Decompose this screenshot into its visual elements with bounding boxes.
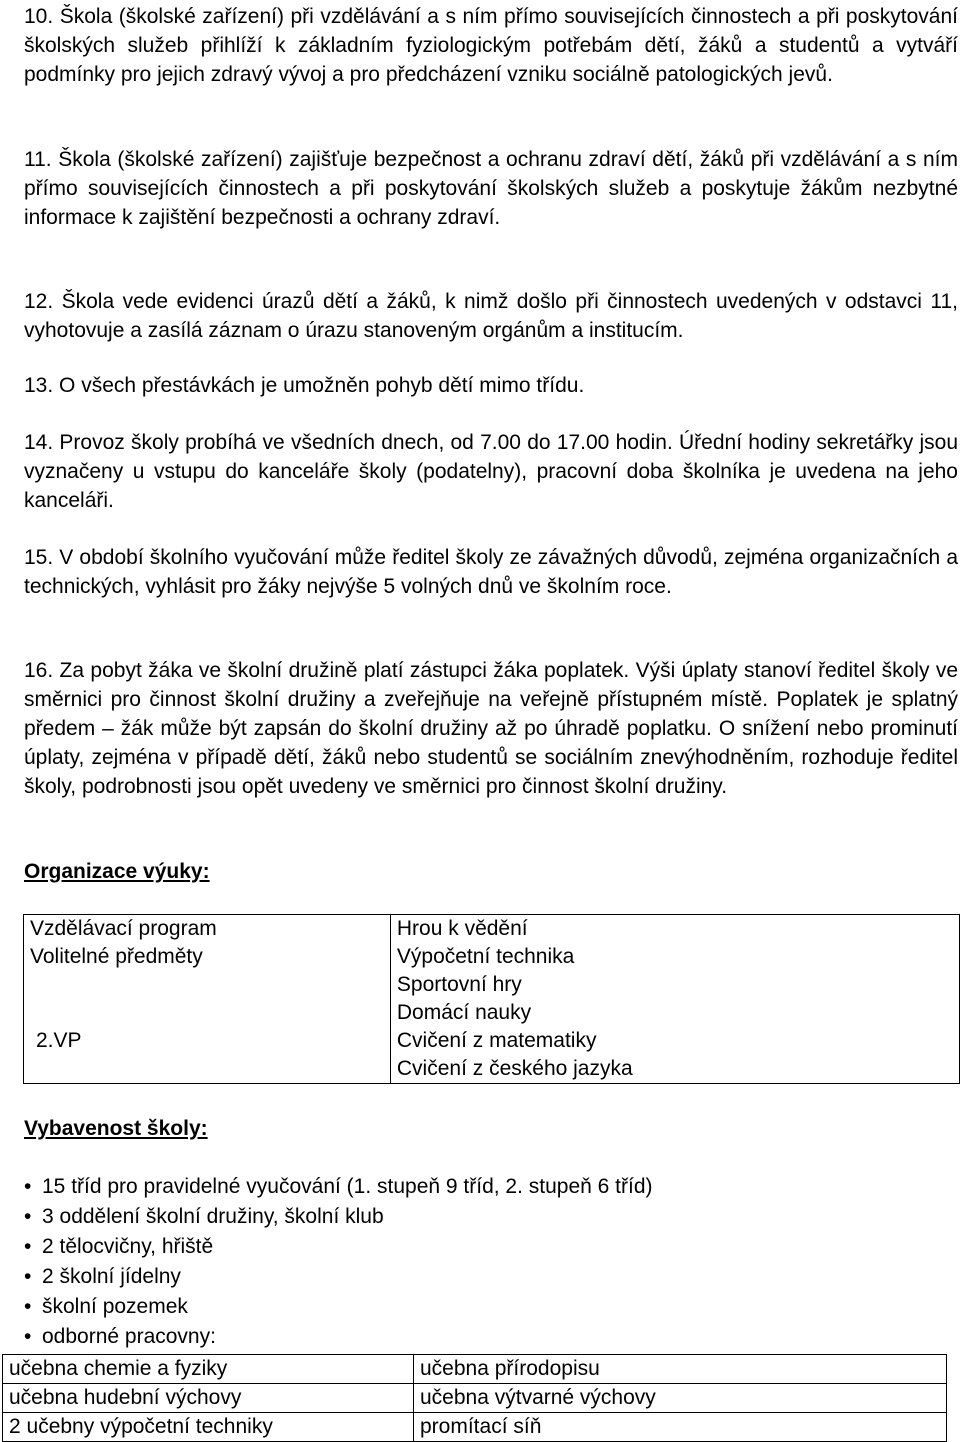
table-cell: učebna chemie a fyziky (3, 1355, 414, 1384)
table-row (24, 999, 960, 1027)
table-row (24, 915, 960, 944)
list-item: • školní pozemek (24, 1292, 653, 1322)
list-item: • 2 školní jídelny (24, 1262, 653, 1292)
table-cell: 2 učebny výpočetní techniky (3, 1413, 414, 1442)
paragraph-10: 10. Škola (školské zařízení) při vzdělávání a s ním přímo souvisejících činnostech a při poskytování školských služeb přihlíží k základním fyziologickým potřebám dětí, žáků a studentů a vytváří podmínky pro jejich zdravý vývoj a pro předcházení vzniku sociálně patologických jevů. (24, 5, 958, 86)
paragraph-11: 11. Škola (školské zařízení) zajišťuje bezpečnost a ochranu zdraví dětí, žáků při vzdělávání a s ním přímo souvisejících činnostech a při poskytování školských služeb a poskytuje žákům nezbytné informace k zajištění bezpečnosti a ochrany zdraví. (24, 148, 958, 229)
table-cell: Domácí nauky (390, 999, 959, 1027)
table-row (3, 1355, 947, 1384)
bullet-icon: • (24, 1175, 32, 1198)
table-cell: Cvičení z matematiky (390, 1027, 959, 1055)
list-item: • 3 oddělení školní družiny, školní klub (24, 1202, 653, 1232)
list-item: • 15 tříd pro pravidelné vyučování (1. stupeň 9 tříd, 2. stupeň 6 tříd) (24, 1172, 653, 1202)
table-cell: Sportovní hry (390, 971, 959, 999)
vybavenost-list (24, 1172, 653, 1352)
bullet-icon: • (24, 1325, 32, 1348)
bullet-icon: • (24, 1265, 32, 1288)
ucebny-table (2, 1354, 947, 1442)
organizace-table (23, 914, 960, 1084)
paragraph-12: 12. Škola vede evidenci úrazů dětí a žáků, k nimž došlo při činnostech uvedených v odstavci 11, vyhotovuje a zasílá záznam o úrazu stanoveným orgánům a institucím. (24, 290, 958, 342)
table-cell: promítací síň (414, 1413, 947, 1442)
table-row (24, 943, 960, 971)
paragraph-14: 14. Provoz školy probíhá ve všedních dnech, od 7.00 do 17.00 hodin. Úřední hodiny sekretářky jsou vyznačeny u vstupu do kanceláře školy (podatelny), pracovní doba školníka je uvedena na jeho kanceláři. (24, 431, 958, 512)
table-cell: Hrou k vědění (390, 915, 959, 944)
bullet-icon: • (24, 1295, 32, 1318)
bullet-icon: • (24, 1205, 32, 1228)
table-cell: Volitelné předměty (24, 943, 391, 971)
table-cell: 2.VP (24, 1027, 391, 1055)
table-cell: Výpočetní technika (390, 943, 959, 971)
paragraph-13: 13. O všech přestávkách je umožněn pohyb dětí mimo třídu. (24, 374, 585, 397)
list-item: • 2 tělocvičny, hřiště (24, 1232, 653, 1262)
table-row (3, 1384, 947, 1413)
table-cell: Cvičení z českého jazyka (390, 1055, 959, 1084)
table-cell (24, 971, 391, 999)
paragraph-15: 15. V období školního vyučování může ředitel školy ze závažných důvodů, zejména organizačních a technických, vyhlásit pro žáky nejvýše 5 volných dnů ve školním roce. (24, 546, 958, 598)
list-item: • odborné pracovny: (24, 1322, 653, 1352)
table-cell (24, 1055, 391, 1084)
table-row (24, 1055, 960, 1084)
table-cell: učebna výtvarné výchovy (414, 1384, 947, 1413)
table-row (3, 1413, 947, 1442)
vybavenost-heading: Vybavenost školy: (24, 1117, 208, 1140)
bullet-icon: • (24, 1235, 32, 1258)
table-row (24, 1027, 960, 1055)
table-cell: Vzdělávací program (24, 915, 391, 944)
paragraph-16: 16. Za pobyt žáka ve školní družině platí zástupci žáka poplatek. Výši úplaty stanoví ředitel školy ve směrnici pro činnost školní družiny a zveřejňuje na veřejně přístupném místě. Poplatek je splatný předem – žák může být zapsán do školní družiny až po úhradě poplatku. O snížení nebo prominutí úplaty, zejména v případě dětí, žáků nebo studentů se sociálním znevýhodněním, rozhoduje ředitel školy, podrobnosti jsou opět uvedeny ve směrnici pro činnost školní družiny. (24, 659, 958, 798)
organizace-heading: Organizace výuky: (24, 860, 210, 883)
table-cell: učebna hudební výchovy (3, 1384, 414, 1413)
table-row (24, 971, 960, 999)
table-cell (24, 999, 391, 1027)
table-cell: učebna přírodopisu (414, 1355, 947, 1384)
